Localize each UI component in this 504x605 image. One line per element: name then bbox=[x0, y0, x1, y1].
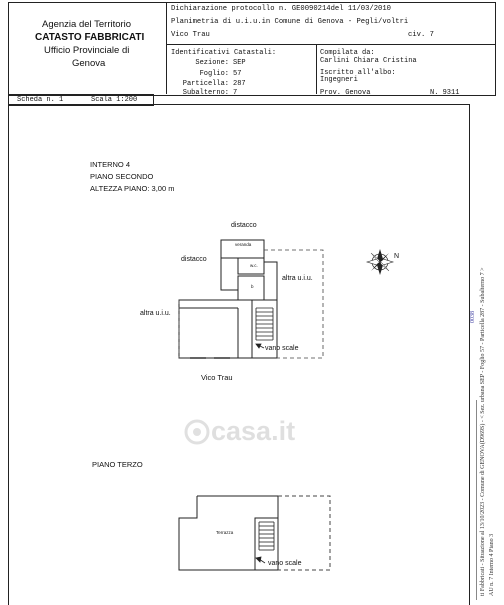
scala-label: Scala 1:200 bbox=[91, 96, 138, 104]
distacco-top-label: distacco bbox=[231, 222, 257, 229]
catasto-title: CATASTO FABBRICATI bbox=[35, 32, 145, 43]
protocol-text: Dichiarazione protocollo n. GE0090214del 11/03/2010 bbox=[171, 5, 391, 13]
ufficio-city: Genova bbox=[72, 58, 106, 69]
particella-label: Particella: bbox=[182, 80, 229, 88]
compass-rose bbox=[367, 249, 393, 275]
piano-label: PIANO SECONDO bbox=[90, 172, 154, 181]
piano-terzo-label: PIANO TERZO bbox=[92, 460, 143, 469]
subalterno-label: Subalterno: bbox=[182, 89, 229, 97]
sezione-label: Sezione: bbox=[195, 59, 229, 67]
ufficio-label: Ufficio Provinciale di bbox=[44, 45, 130, 56]
altra-uiu-right: altra u.i.u. bbox=[282, 275, 313, 282]
stair-treads bbox=[256, 308, 273, 340]
street-label: Vico Trau bbox=[201, 373, 233, 382]
plan-title: Planimetria di u.i.u.in Comune di Genova - Pegli/voltri bbox=[171, 18, 409, 26]
veranda-label: veranda bbox=[235, 242, 252, 247]
compass-north-label: N bbox=[394, 253, 400, 260]
distacco-left-label: distacco bbox=[181, 256, 207, 263]
watermark-logo bbox=[186, 421, 208, 443]
wc-label: w.c. bbox=[250, 263, 258, 268]
particella-value: 287 bbox=[233, 80, 246, 88]
sezione-value: SEP bbox=[233, 59, 246, 67]
watermark-text: casa.it bbox=[211, 416, 296, 446]
side-reference: 0038 bbox=[470, 311, 476, 323]
terrazza-label: Terrazza bbox=[216, 530, 234, 535]
piano-terzo-outline bbox=[179, 496, 330, 570]
ident-title: Identificativi Catastali: bbox=[171, 49, 277, 57]
vano-scale-label-1: vano scale bbox=[265, 345, 299, 352]
iscritto-value: Ingegneri bbox=[320, 76, 358, 84]
foglio-value: 57 bbox=[233, 70, 242, 78]
numero: N. 9311 bbox=[430, 89, 460, 97]
foglio-label: Foglio: bbox=[199, 70, 229, 78]
compilata-value: Carlini Chiara Cristina bbox=[320, 57, 417, 65]
altezza-label: ALTEZZA PIANO: 3,00 m bbox=[90, 184, 175, 193]
address: Vico Trau bbox=[171, 31, 210, 39]
subalterno-value: 7 bbox=[233, 89, 238, 97]
agency-name: Agenzia del Territorio bbox=[42, 19, 132, 30]
side-caption-1: ti Fabbricati - Situazione al 13/10/2023 - Comune di GENOVA(D969S) - < Sez. urbana SEP - Foglio 57 - Particella 287 - Subalterno 7 > bbox=[480, 267, 486, 596]
wall-outline bbox=[264, 250, 277, 300]
civico: civ. 7 bbox=[408, 31, 434, 39]
prov-label: Prov. Genova bbox=[320, 89, 371, 97]
altra-uiu-left: altra u.i.u. bbox=[140, 310, 171, 317]
scheda-label: Scheda n. 1 bbox=[17, 96, 64, 104]
vano-scale-label-2: vano scale bbox=[268, 560, 302, 567]
stair-treads-2 bbox=[259, 522, 274, 550]
iscritto-label: Iscritto all'albo: bbox=[320, 69, 396, 77]
right-margin-line bbox=[476, 400, 477, 600]
compilata-label: Compilata da: bbox=[320, 49, 375, 57]
side-caption-2: AU n. 7 Interno 4 Piano 3 bbox=[489, 533, 495, 596]
interno-label: INTERNO 4 bbox=[90, 160, 131, 169]
b-label: b bbox=[251, 284, 254, 289]
